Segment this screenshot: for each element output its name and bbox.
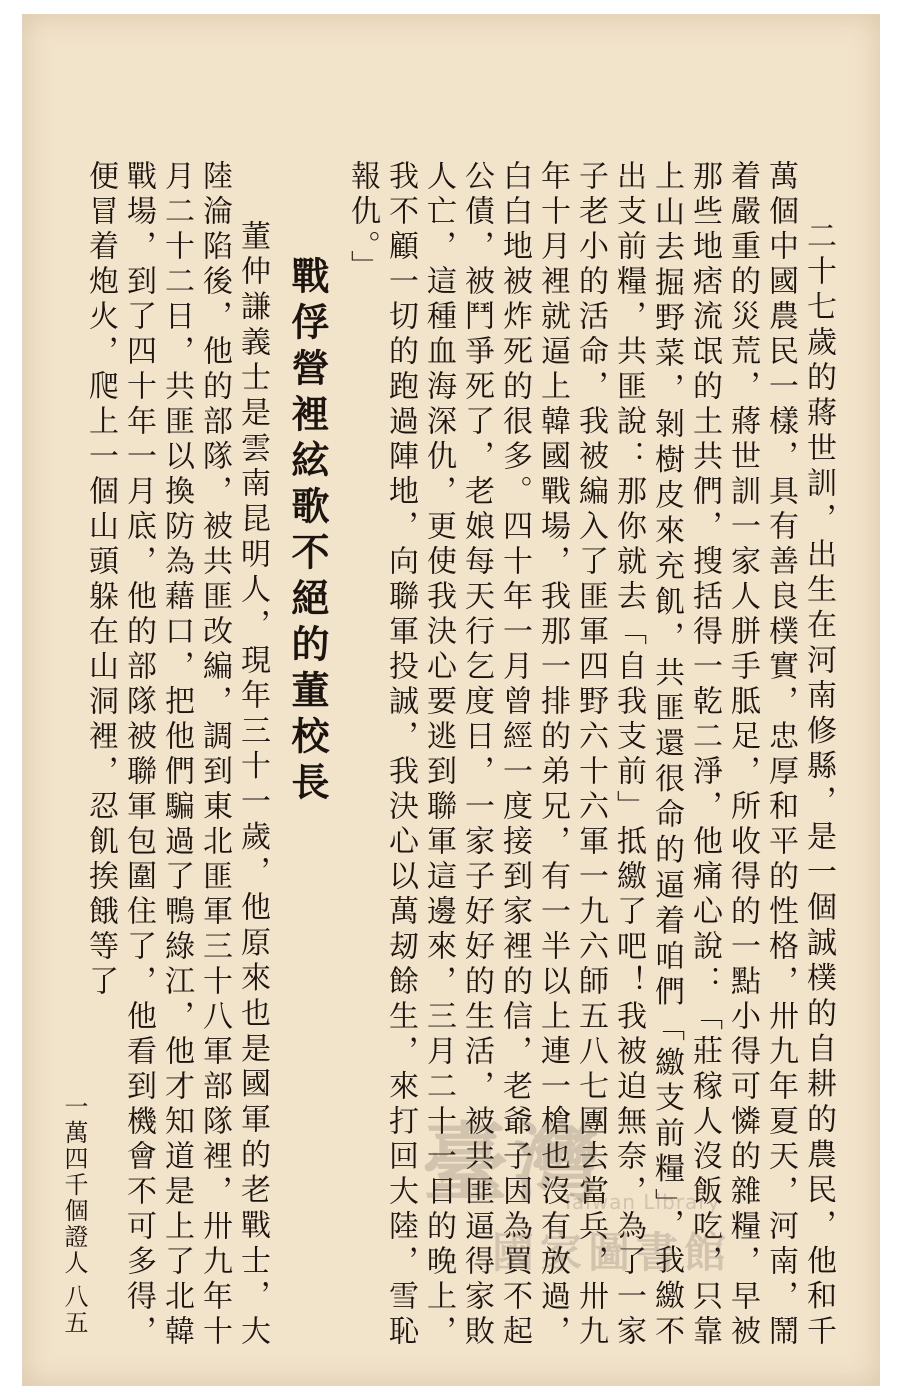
- section-heading: 戰俘營裡絃歌不絕的董校長: [285, 256, 330, 808]
- watermark-chinese: 國家圖書館: [492, 1228, 733, 1277]
- watermark-latin: Taiwan Library: [562, 1190, 721, 1214]
- watermark-seal: 臺灣: [422, 1114, 606, 1214]
- book-page: [22, 14, 880, 1386]
- page-number: 八五: [60, 1284, 88, 1336]
- paragraph-dong-zhongqian: 董仲謙義士是雲南昆明人，現年三十一歲，他原來也是國軍的老戰士，大陸淪陷後，他的部隊，被共匪改編，調到東北匪軍三十八軍部隊裡，卅九年十月二十二日，共匪以換防為藉口，把他們騙過了鴨綠江，他才知道是上了北韓戰場，到了四十年一月底，他的部隊被聯軍包圍住了，他看到機會不可多得，便冒着炮火，爬上一個山頭躲在山洞裡，忍飢挨餓等了: [83, 160, 270, 1350]
- running-title: 一萬四千個證人: [60, 1094, 88, 1276]
- paragraph-jiang-shixun: 二十七歲的蔣世訓，出生在河南修縣，是一個誠樸的自耕的農民，他和千萬個中國農民一樣，具有善良樸實，忠厚和平的性格，卅九年夏天，河南，鬧着嚴重的災荒，蔣世訓一家人胼手胝足，所收得的一點小得可憐的雜糧，早被那些地痞流氓的土共們，搜括得一乾二淨，他痛心說：「莊稼人沒飯吃，只靠上山去掘野菜，剝樹皮來充飢，共匪還很命的逼着咱們「繳支前糧」，我繳不出支前糧，共匪說：那你就去「自我支前」抵繳了吧！我被迫無奈，為了一家子老小的活命，我被編入了匪軍四野六十六軍一九六師五八七團去當兵，卅九年十月裡就逼上韓國戰場，我那一排的弟兄，有一半以上連一槍也沒有放過，白白地被炸死的很多。四十年一月曾經一度接到家裡的信，老爺子因為買不起公債，被鬥爭死了，老娘每天行乞度日，一家子好好的生活，被共匪逼得家敗人亡，這種血海深仇，更使我決心要逃到聯軍這邊來，三月二十一日的晚上，我不顧一切的跑過陣地，向聯軍投誠，我決心以萬刼餘生，來打回大陸，雪恥報仇。」: [345, 160, 836, 1350]
- library-watermark: [412, 1094, 872, 1294]
